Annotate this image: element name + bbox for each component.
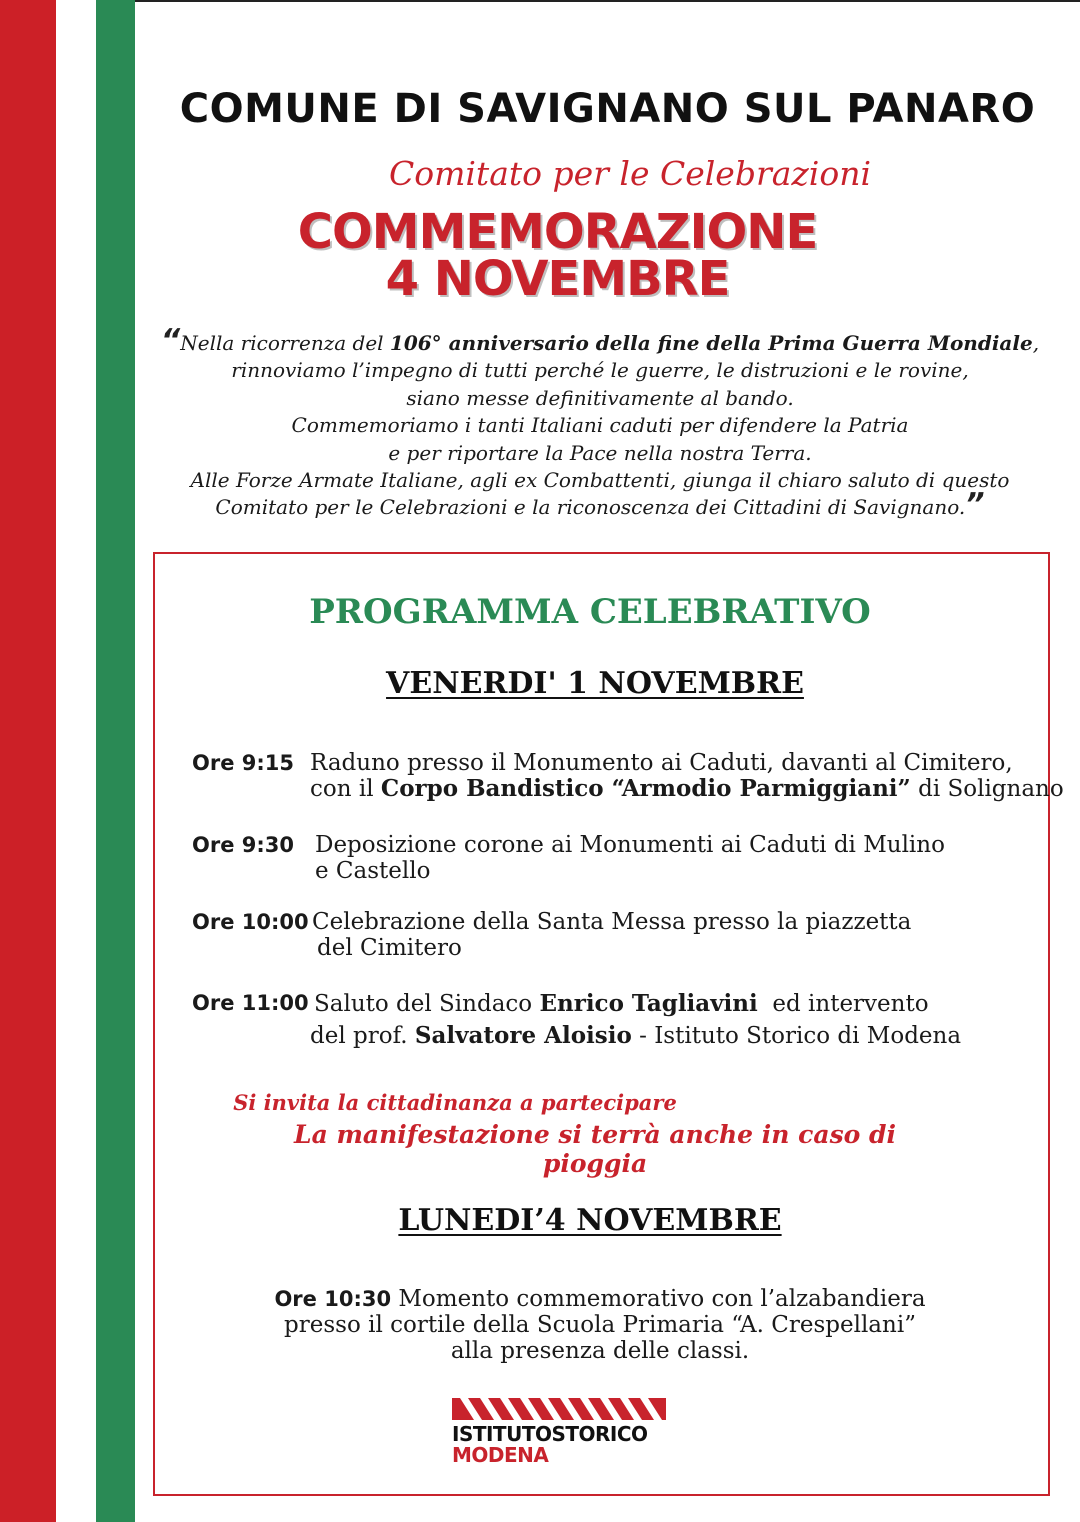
event-time: Ore 11:00	[192, 991, 309, 1015]
event-row-915	[192, 750, 1064, 802]
quote-line-6: Alle Forze Armate Italiane, agli ex Combattenti, giunga il chiaro saluto di questo	[190, 468, 1010, 493]
comitato-subtitle: Comitato per le Celebrazioni	[388, 154, 872, 193]
event-time: Ore 10:30	[274, 1287, 392, 1311]
open-quote-mark: “	[160, 323, 181, 358]
event-time: Ore 9:30	[192, 833, 294, 857]
event-description: Saluto del Sindaco Enrico Tagliavini ed intervento del prof. Salvatore Aloisio - Istituto Storico di Modena	[310, 990, 962, 1049]
day-heading-friday: VENERDI' 1 NOVEMBRE	[386, 666, 804, 701]
page-title-line2: 4 NOVEMBRE	[385, 251, 730, 307]
event-description: Deposizione corone ai Monumenti ai Caduti di Mulino e Castello	[315, 832, 945, 884]
event-row-930	[192, 832, 945, 884]
logo-text-modena: MODENA	[452, 1443, 549, 1467]
day-heading-monday: LUNEDI’4 NOVEMBRE	[398, 1203, 782, 1238]
quote-line-4: Commemoriamo i tanti Italiani caduti per difendere la Patria	[291, 413, 909, 438]
event-time: Ore 9:15	[192, 751, 294, 775]
event-description: Celebrazione della Santa Messa presso la piazzetta del Cimitero	[312, 909, 912, 961]
comune-heading: COMUNE DI SAVIGNANO SUL PANARO	[179, 86, 1036, 132]
event-row-1030: Ore 10:30 Momento commemorativo con l’alzabandiera presso il cortile della Scuola Primaria “A. Crespellani” alla presenza delle classi.	[274, 1286, 926, 1364]
quote-line-1: “Nella ricorrenza del 106° anniversario della fine della Prima Guerra Mondiale,	[160, 323, 1040, 358]
event-row-1100	[192, 988, 962, 1049]
logo-stripes-icon	[452, 1398, 666, 1420]
rain-note: La manifestazione si terrà anche in caso di pioggia	[293, 1120, 897, 1178]
close-quote-mark: ”	[965, 487, 985, 523]
quote-line-5: e per riportare la Pace nella nostra Terra.	[388, 440, 812, 465]
event-row-1000	[192, 909, 912, 961]
quote-line-3: siano messe definitivamente al bando.	[406, 385, 794, 410]
logo-text-istituto: ISTITUTOSTORICO	[452, 1422, 648, 1446]
top-border-line	[135, 0, 1080, 2]
event-time: Ore 10:00	[192, 910, 309, 934]
commemorative-quote	[160, 323, 1040, 523]
invite-citizens-note: Si invita la cittadinanza a partecipare	[233, 1090, 677, 1115]
quote-line-7: Comitato per le Celebrazioni e la riconoscenza dei Cittadini di Savignano.”	[215, 487, 985, 523]
page-title-line1: COMMEMORAZIONE	[297, 204, 818, 260]
programme-title: PROGRAMMA CELEBRATIVO	[309, 592, 871, 632]
quote-line-2: rinnoviamo l’impegno di tutti perché le guerre, le distruzioni e le rovine,	[231, 358, 969, 383]
istituto-storico-logo	[452, 1398, 670, 1468]
event-description: Raduno presso il Monumento ai Caduti, davanti al Cimitero, con il Corpo Bandistico “Armodio Parmiggiani” di Solignano	[310, 750, 1064, 802]
